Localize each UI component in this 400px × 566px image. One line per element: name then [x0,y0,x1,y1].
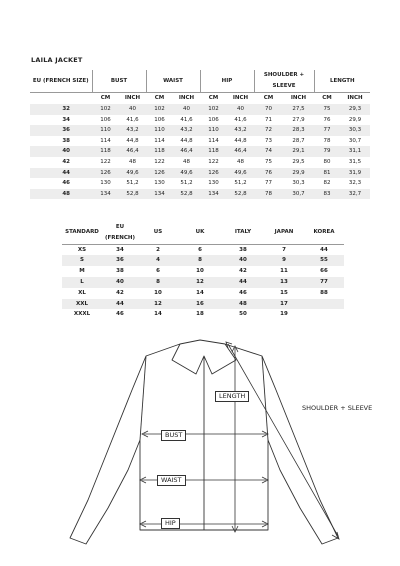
size-table-unit-cell: CM [322,95,332,101]
measure-cell: 126 [146,168,173,179]
table-row [62,244,344,255]
table-row [30,168,370,179]
measure-cell: 30,7 [283,189,314,200]
conversion-cell: 11 [280,268,288,275]
measure-cell: 122 [100,158,111,165]
conversion-cell: 44 [102,299,138,310]
measure-cell: 76 [323,116,331,123]
size-table-unit-cell: CM [154,95,165,101]
measure-cell: 29,5 [292,158,305,165]
conversion-cell: 7 [282,246,286,253]
conversion-cell: 16 [178,299,222,310]
measure-cell: 134 [92,189,119,200]
measure-cell: 122 [154,158,165,165]
conversion-cell [304,299,344,310]
measure-cell: 27,9 [292,116,305,123]
table-row [62,288,344,299]
measure-cell: 75 [314,104,340,115]
conversion-header-cell: UK [178,222,222,244]
table-row [30,178,370,189]
size-table [30,70,370,199]
hip-label: HIP [161,518,180,529]
measure-cell: 71 [265,116,272,123]
conversion-cell: XS [77,246,87,253]
measure-cell: 80 [323,158,331,165]
size-cell: 32 [30,104,92,115]
conversion-cell: 34 [116,246,124,253]
measure-cell: 52,8 [119,189,146,200]
measure-cell: 126 [200,168,227,179]
measure-cell: 110 [146,125,173,136]
measure-cell: 46,4 [173,146,200,157]
measure-cell: 51,2 [180,180,193,187]
measure-cell: 73 [265,137,272,144]
size-table-header-cell: BUST [92,70,146,93]
measure-cell: 46,4 [119,146,146,157]
conversion-cell: 10 [196,268,204,275]
measure-cell: 32,3 [348,180,362,187]
measure-cell: 78 [323,137,331,144]
conversion-cell: 12 [178,277,222,288]
measure-cell: 82 [323,180,331,187]
shoulder-sleeve-arrow [228,344,338,536]
measure-cell: 114 [208,137,219,144]
measure-cell: 77 [314,125,340,136]
conversion-cell: 42 [239,268,247,275]
measure-cell: 83 [314,189,340,200]
measure-cell: 78 [254,189,283,200]
measure-cell: 30,7 [348,137,362,144]
size-cell: 48 [30,189,92,200]
conversion-cell: 13 [264,277,304,288]
table-row [62,277,344,288]
size-table-unit-cell: INCH [124,95,141,101]
conversion-cell: 18 [196,311,204,318]
conversion-cell: 46 [239,289,247,296]
measure-cell: 29,9 [348,116,362,123]
conversion-cell: 46 [116,311,124,318]
measure-cell: 30,3 [340,125,370,136]
measure-cell: 31,1 [340,146,370,157]
conversion-cell: 17 [264,299,304,310]
measure-cell: 51,2 [234,180,247,187]
conversion-table [62,222,344,320]
conversion-cell: 14 [154,311,162,318]
measure-cell: 52,8 [173,189,200,200]
measure-cell: 74 [254,146,283,157]
size-cell: 44 [30,168,92,179]
size-table-unit-cell: CM [100,95,111,101]
measure-cell: 72 [254,125,283,136]
measure-cell: 70 [254,104,283,115]
table-row [62,255,344,266]
measure-cell: 81 [314,168,340,179]
length-label: LENGTH [215,391,249,402]
measure-cell: 40 [119,104,146,115]
table-row [30,146,370,157]
measure-cell: 44,8 [126,137,139,144]
measure-cell: 76 [254,168,283,179]
conversion-header-cell: US [138,222,178,244]
conversion-cell: 77 [304,277,344,288]
measure-cell: 134 [146,189,173,200]
measure-cell: 126 [92,168,119,179]
measure-cell: 44,8 [180,137,193,144]
measure-cell: 102 [92,104,119,115]
conversion-cell: 12 [138,299,178,310]
size-table-unit-cell: INCH [347,95,363,101]
waist-label: WAIST [157,475,186,486]
measure-cell: 114 [154,137,165,144]
measure-cell: 48 [183,158,190,165]
measure-cell: 110 [200,125,227,136]
conversion-cell: 4 [138,255,178,266]
size-table-header-cell: HIP [200,70,254,93]
conversion-cell: 50 [239,311,247,318]
conversion-cell: 36 [102,255,138,266]
table-row [30,136,370,147]
measure-cell: 43,2 [173,125,200,136]
measure-cell: 31,9 [340,168,370,179]
measure-cell: 49,6 [119,168,146,179]
table-row [30,125,370,136]
size-cell: 36 [30,125,92,136]
table-row [30,189,370,200]
size-table-header-cell: SHOULDER + SLEEVE [254,70,314,93]
measure-cell: 40 [227,104,254,115]
measure-cell: 41,6 [126,116,139,123]
measure-cell: 118 [92,146,119,157]
size-table-header-cell: LENGTH [314,70,370,93]
page-title: LAILA JACKET [31,56,83,64]
conversion-cell: 10 [154,289,162,296]
conversion-cell: XL [78,289,86,296]
measure-cell: 31,5 [348,158,362,165]
conversion-cell: 15 [280,289,288,296]
size-table-unit-cell: INCH [290,95,307,101]
conversion-cell: 38 [116,268,124,275]
measure-cell: 106 [208,116,219,123]
measure-cell: 29,3 [340,104,370,115]
measure-cell: 48 [129,158,136,165]
size-table-header-cell: WAIST [146,70,200,93]
measure-cell: 79 [314,146,340,157]
conversion-header-cell: EU (FRENCH) [102,222,138,244]
conversion-header-cell: KOREA [304,222,344,244]
shoulder-sleeve-label: SHOULDER + SLEEVE [302,404,373,412]
size-cell: 34 [62,116,70,123]
measure-cell: 106 [154,116,165,123]
measure-cell: 51,2 [126,180,139,187]
conversion-cell: 6 [198,246,202,253]
conversion-cell: 2 [156,246,160,253]
conversion-cell: 48 [222,299,264,310]
conversion-cell: 14 [196,289,204,296]
conversion-cell: XXL [62,299,102,310]
bust-label: BUST [161,430,186,441]
measure-cell: 32,7 [340,189,370,200]
size-cell: 40 [30,146,92,157]
conversion-cell: L [62,277,102,288]
measure-cell: 29,1 [283,146,314,157]
measure-cell: 77 [265,180,272,187]
table-row [62,266,344,277]
conversion-cell: 44 [222,277,264,288]
measure-cell: 43,2 [119,125,146,136]
size-table-unit-cell: INCH [178,95,195,101]
measure-cell: 41,6 [234,116,247,123]
measure-cell: 28,3 [283,125,314,136]
conversion-header-cell: JAPAN [264,222,304,244]
measure-cell: 40 [173,104,200,115]
jacket-diagram [0,330,400,566]
measure-cell: 102 [200,104,227,115]
measure-cell: 75 [265,158,272,165]
conversion-cell: 38 [239,246,247,253]
measure-cell: 130 [154,180,165,187]
size-table-unit-cell [30,93,92,105]
measure-cell: 30,3 [292,180,305,187]
table-row [30,157,370,168]
conversion-cell: M [79,268,85,275]
conversion-cell: 8 [138,277,178,288]
size-table-unit-cell: CM [263,95,274,101]
measure-cell: 44,8 [234,137,247,144]
conversion-cell: 66 [320,268,328,275]
measure-cell: 49,6 [227,168,254,179]
measure-cell: 27,5 [283,104,314,115]
conversion-cell: XXXL [73,311,91,318]
conversion-cell: 9 [264,255,304,266]
table-row [30,115,370,126]
size-table-header-cell: EU (FRENCH SIZE) [30,70,92,93]
measure-cell: 48 [237,158,244,165]
measure-cell: 46,4 [227,146,254,157]
measure-cell: 114 [100,137,111,144]
size-cell: 38 [62,137,70,144]
size-table-unit-cell: INCH [232,95,249,101]
conversion-cell: 8 [178,255,222,266]
measure-cell: 102 [146,104,173,115]
measure-cell: 52,8 [227,189,254,200]
measure-cell: 118 [200,146,227,157]
measure-cell: 106 [100,116,111,123]
measure-cell: 41,6 [180,116,193,123]
measure-cell: 28,7 [292,137,305,144]
table-row [30,104,370,115]
measure-cell: 49,6 [173,168,200,179]
conversion-cell: 19 [280,311,288,318]
conversion-cell: 6 [156,268,160,275]
conversion-cell: 88 [320,289,328,296]
conversion-cell: S [62,255,102,266]
conversion-cell: 44 [320,246,328,253]
conversion-cell: 40 [222,255,264,266]
conversion-cell: 42 [116,289,124,296]
measure-cell: 130 [100,180,111,187]
conversion-header-cell: ITALY [222,222,264,244]
conversion-cell: 55 [304,255,344,266]
measure-cell: 110 [92,125,119,136]
conversion-cell: 40 [102,277,138,288]
conversion-cell [304,309,344,320]
measure-cell: 134 [200,189,227,200]
measure-cell: 43,2 [227,125,254,136]
measure-cell: 130 [208,180,219,187]
measure-cell: 122 [208,158,219,165]
size-cell: 46 [62,180,70,187]
table-row [62,309,344,320]
size-cell: 42 [62,158,70,165]
size-table-unit-cell: CM [208,95,219,101]
conversion-header-cell: STANDARD [62,222,102,244]
measure-cell: 29,9 [283,168,314,179]
measure-cell: 118 [146,146,173,157]
table-row [62,299,344,310]
